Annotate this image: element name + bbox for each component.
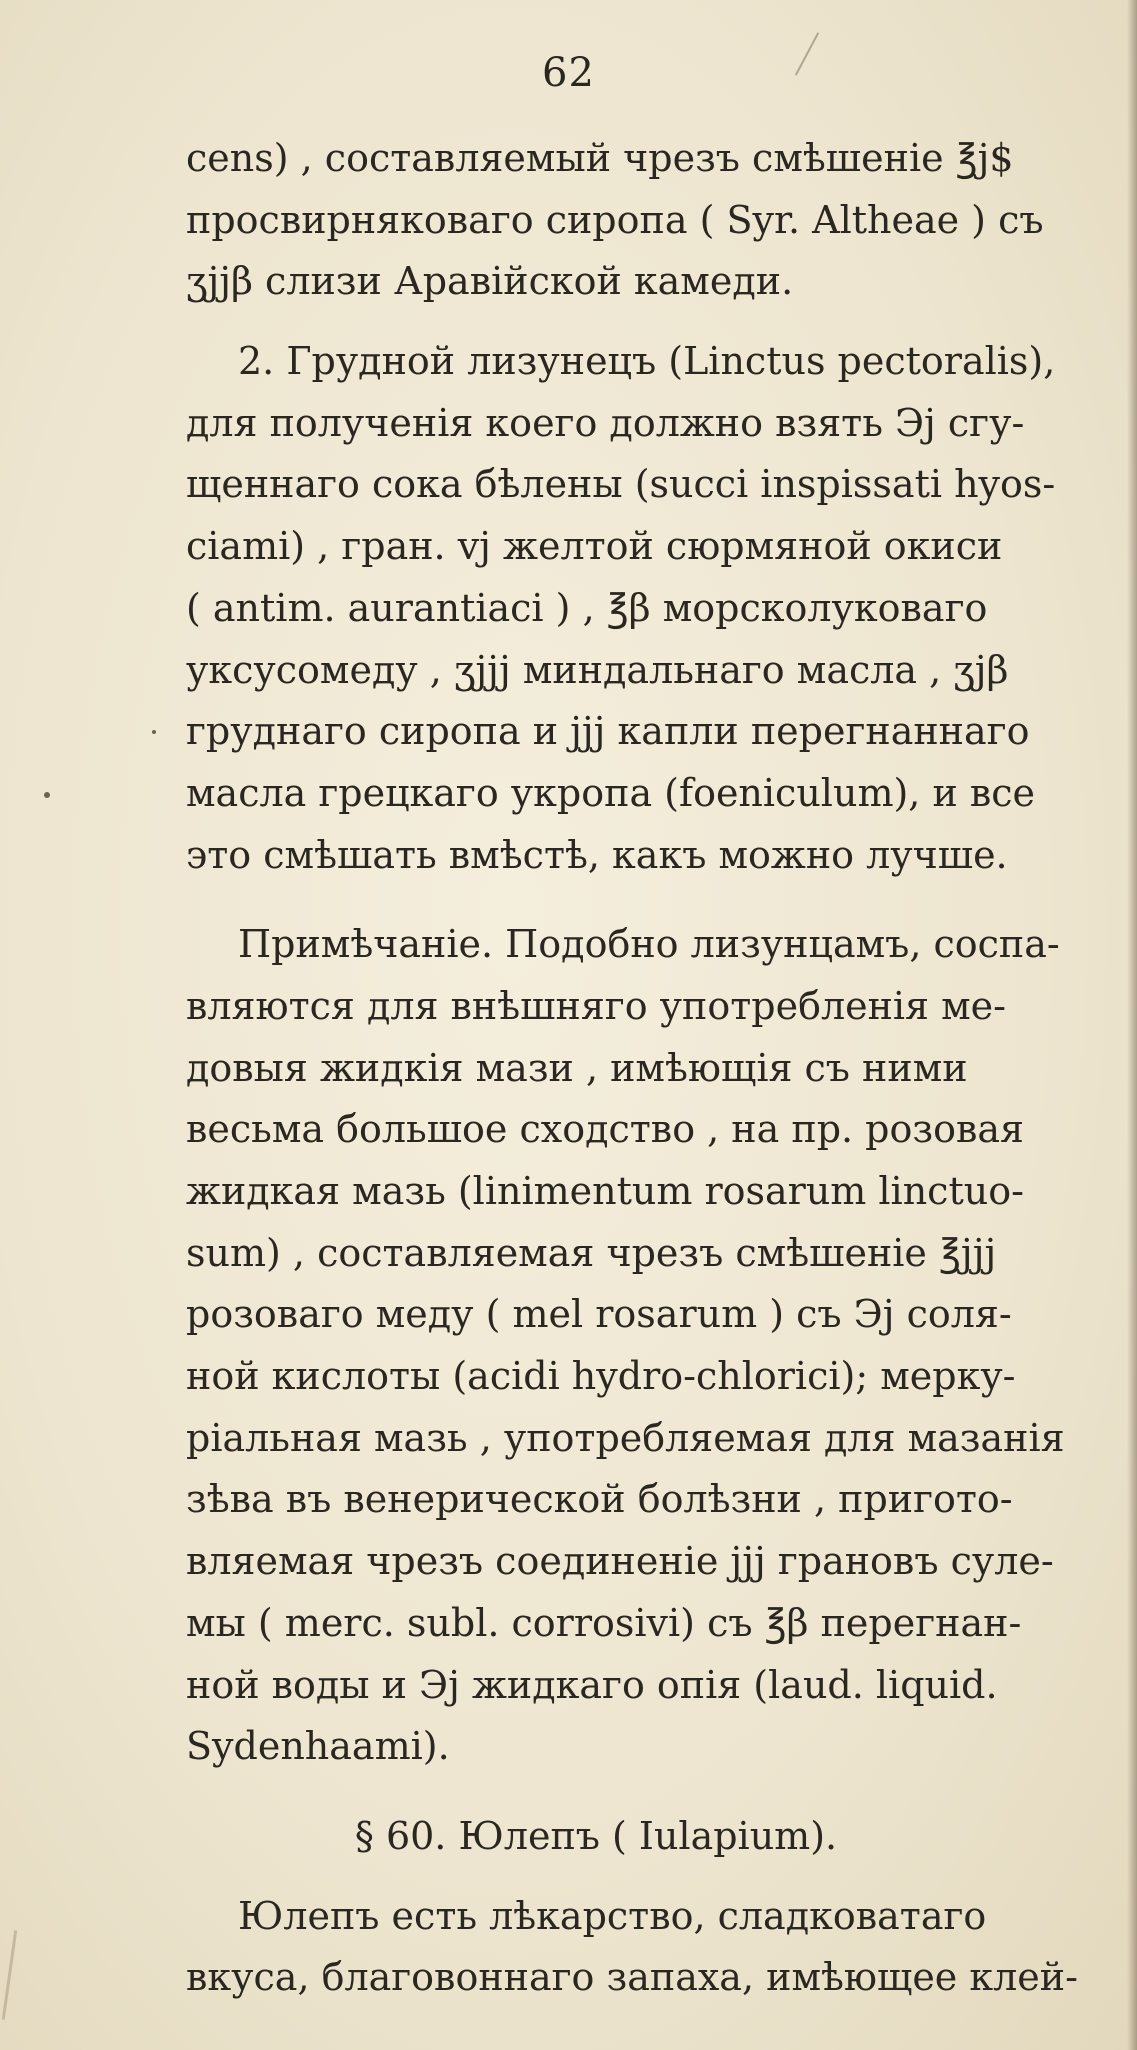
text-line: мы ( merc. subl. corrosivi) съ ℥β перегнан- bbox=[186, 1600, 1022, 1645]
text-body bbox=[186, 128, 1116, 2009]
text-line: Sydenhaami). bbox=[186, 1724, 450, 1769]
text-line: ciami) , гран. vj желтой сюрмяной окиси bbox=[186, 524, 1003, 569]
text-line: масла грецкаго укропа (foeniculum), и все bbox=[186, 770, 1036, 815]
paper-speck bbox=[152, 730, 156, 734]
text-line: просвирняковаго сиропа ( Syr. Altheae ) съ bbox=[186, 197, 1044, 242]
text-line: ной воды и Эj жидкаго опiя (laud. liquid. bbox=[186, 1662, 998, 1707]
text-line: щеннаго сока бѣлены (succi inspissati hyos- bbox=[186, 462, 1056, 507]
text-line: вляются для внѣшняго употребленiя ме- bbox=[186, 983, 1006, 1028]
text-line: это смѣшать вмѣстѣ, какъ можно лучше. bbox=[186, 832, 1008, 877]
text-line: вляемая чрезъ соединенiе jjj грановъ суле- bbox=[186, 1539, 1054, 1584]
text-line: ной кислоты (acidi hydro-chlorici); мерку- bbox=[186, 1354, 1016, 1399]
paper-speck bbox=[44, 792, 50, 798]
text-line: ʒjjβ слизи Аравiйской камеди. bbox=[186, 259, 794, 304]
text-line: уксусомеду , ʒjjj миндальнаго масла , ʒjβ bbox=[186, 647, 1009, 692]
page-number: 62 bbox=[542, 50, 595, 96]
text-line: вкуса, благовоннаго запаха, имѣющее клей- bbox=[186, 1955, 1078, 2000]
text-line: cens) , составляемый чрезъ смѣшенiе ℥j$ bbox=[186, 136, 1014, 180]
text-line: жидкая мазь (linimentum rosarum linctuo- bbox=[186, 1169, 1024, 1213]
page-edge-shadow bbox=[1127, 0, 1137, 2050]
text-line: рiальная мазь , употребляемая для мазанiя bbox=[186, 1415, 1065, 1460]
text-line: довыя жидкiя мази , имѣющiя съ ними bbox=[186, 1045, 968, 1090]
text-line: ( antim. aurantiaci ) , ℥β морсколуковаго bbox=[186, 585, 988, 630]
text-line: зѣва въ венерической болѣзни , пригото- bbox=[186, 1477, 1013, 1522]
text-line: sum) , составляемая чрезъ смѣшенiе ℥jjj bbox=[186, 1230, 997, 1275]
text-line: 2. Грудной лизунецъ (Linctus pectoralis), bbox=[238, 339, 1056, 384]
text-line: Юлепъ есть лѣкарство, сладковатаго bbox=[238, 1893, 987, 1938]
section-heading: § 60. Юлепъ ( Iulapium). bbox=[354, 1813, 838, 1858]
text-line: груднаго сиропа и jjj капли перегнаннаго bbox=[186, 709, 1030, 754]
text-line: Примѣчанiе. Подобно лизунцамъ, соспа- bbox=[238, 922, 1060, 967]
text-line: для полученiя коего должно взять Эj сгу- bbox=[186, 400, 1025, 445]
text-line: розоваго меду ( mel rosarum ) съ Эj соля- bbox=[186, 1292, 1012, 1337]
text-line: весьма большое сходство , на пр. розовая bbox=[186, 1107, 1025, 1152]
